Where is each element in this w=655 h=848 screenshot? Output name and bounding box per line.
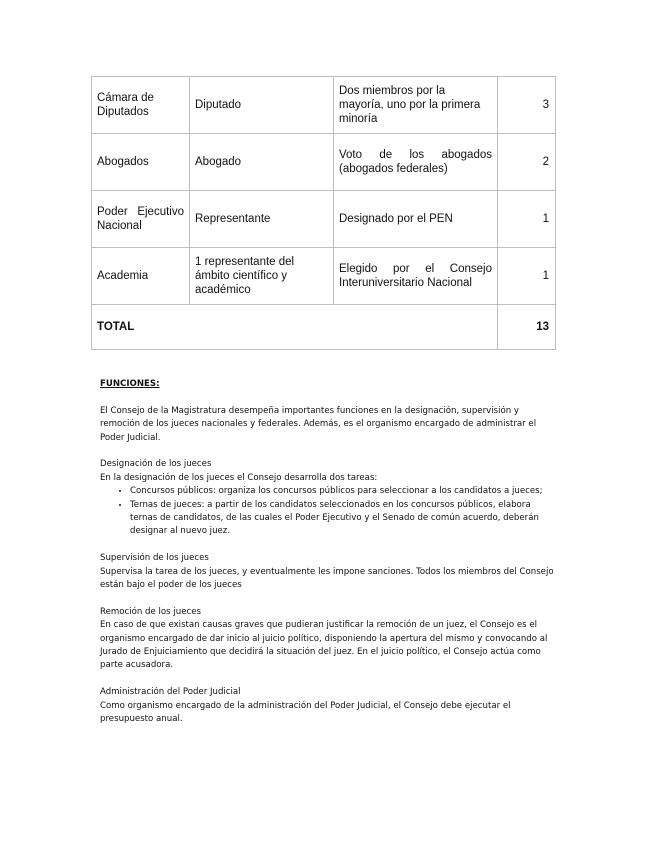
method-cell: Designado por el PEN [334,191,498,248]
designacion-list [100,485,560,539]
supervision-body: Supervisa la tarea de los jueces, y eventualmente les impone sanciones. Todos los miembros del Consejo están bajo el poder de los jueces [100,566,554,591]
member-cell: Representante [190,191,334,248]
count-cell: 1 [498,248,556,305]
list-item: • Concursos públicos: organiza los concursos públicos para seleccionar a los candidatos a jueces; [130,485,560,498]
funciones-title: FUNCIONES: [100,379,160,389]
organ-line: Nacional [97,220,142,232]
list-item: • Ternas de jueces: a partir de los candidatos seleccionados en los concursos públicos, elabora ternas de candidatos, de las cuales el Poder Ejecutivo y el Senado de común acuerdo, deberán designar al nuevo juez. [130,499,560,539]
total-value: 13 [498,305,556,350]
functions-text [100,378,560,726]
remocion-body: En caso de que existan causas graves que pudieran justificar la remoción de un juez, el Consejo es el organismo encargado de dar inicio al juicio político, disponiendo la apertura del mismo y convocando al Jurado de Enjuiciamiento que decidirá la situación del juez. En el juicio político, el Consejo actúa como parte acusadora. [100,620,548,671]
table-row [92,134,556,191]
method-cell [334,134,498,191]
organ-cell: Cámara de Diputados [92,77,190,134]
table-row [92,248,556,305]
designacion-title: Designación de los jueces [100,459,212,470]
designacion-intro: En la designación de los jueces el Consejo desarrolla dos tareas: [100,472,378,483]
table-row [92,191,556,248]
count-cell: 2 [498,134,556,191]
member-cell: Diputado [190,77,334,134]
count-cell: 1 [498,191,556,248]
method-cell [334,248,498,305]
method-cell: Dos miembros por la mayoría, uno por la primera minoría [334,77,498,134]
remocion-title: Remoción de los jueces [100,606,201,617]
intro-paragraph: El Consejo de la Magistratura desempeña importantes funciones en la designación, supervisión y remoción de los jueces nacionales y federales. Además, es el organismo encargado de administrar el Poder Judicial. [100,405,537,443]
total-row [92,305,556,350]
administracion-title: Administración del Poder Judicial [100,687,241,698]
organ-cell: Academia [92,248,190,305]
organ-cell [92,191,190,248]
method-line: Voto de los abogados [339,149,492,161]
method-line: Elegido por el Consejo [339,263,492,275]
supervision-title: Supervisión de los jueces [100,553,209,564]
member-cell: 1 representante del ámbito científico y académico [190,248,334,305]
method-line: Interuniversitario Nacional [339,277,472,289]
count-cell: 3 [498,77,556,134]
administracion-body: Como organismo encargado de la administración del Poder Judicial, el Consejo debe ejecutar el presupuesto anual. [100,700,511,725]
total-label: TOTAL [92,305,498,350]
table-row [92,77,556,134]
composition-table [91,76,556,350]
organ-cell: Abogados [92,134,190,191]
method-line: (abogados federales) [339,163,448,175]
organ-line: Poder Ejecutivo [97,206,184,218]
member-cell: Abogado [190,134,334,191]
